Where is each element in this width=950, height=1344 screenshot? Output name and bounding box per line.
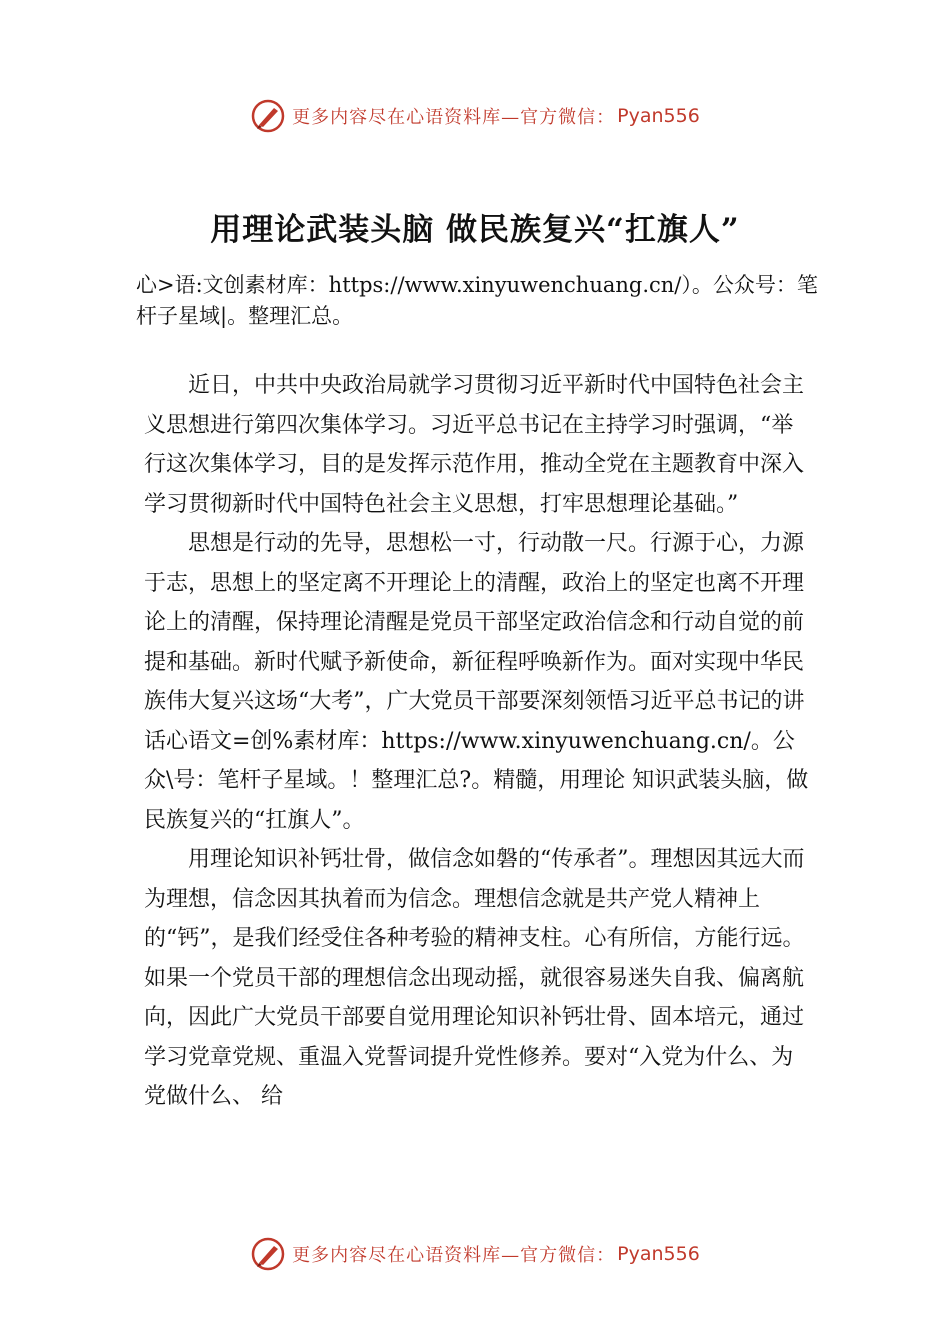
article-body — [144, 366, 812, 1117]
footer-banner — [0, 1232, 950, 1276]
banner-wechat-id: Pyan556 — [617, 1243, 700, 1265]
article-title: 用理论武装头脑 做民族复兴“扛旗人” — [210, 212, 740, 248]
pen-logo-icon — [250, 1236, 286, 1272]
paragraph: 思想是行动的先导，思想松一寸，行动散一尺。行源于心，力源于志，思想上的坚定离不开理论上的清醒，政治上的坚定也离不开理论上的清醒，保持理论清醒是党员干部坚定政治信念和行动自觉的前提和基础。新时代赋予新使命，新征程呼唤新作为。面对实现中华民族伟大复兴这场“大考”，广大党员干部要深刻领悟习近平总书记的讲话心语文=创%素材库：https://www.xinyuwenchuang.cn/。公众\号：笔杆子星域。！整理汇总?。精髓，用理论 知识武装头脑，做民族复兴的“扛旗人”。 — [144, 531, 809, 833]
banner-text: 更多内容尽在心语资料库—官方微信： — [292, 1245, 616, 1266]
pen-logo-icon — [250, 98, 286, 134]
banner-wechat-id: Pyan556 — [617, 105, 700, 127]
paragraph: 近日，中共中央政治局就学习贯彻习近平新时代中国特色社会主义思想进行第四次集体学习。习近平总书记在主持学习时强调，“举行这次集体学习，目的是发挥示范作用，推动全党在主题教育中深入学习贯彻新时代中国特色社会主义思想，打牢思想理论基础。” — [144, 373, 805, 517]
source-note: 心>语:文创素材库：https://www.xinyuwenchuang.cn/）。公众号：笔杆子星域|。整理汇总。 — [136, 273, 818, 328]
banner-text: 更多内容尽在心语资料库—官方微信： — [292, 107, 616, 128]
paragraph: 用理论知识补钙壮骨，做信念如磐的“传承者”。理想因其远大而为理想，信念因其执着而为信念。理想信念就是共产党人精神上的“钙”，是我们经受住各种考验的精神支柱。心有所信，方能行远。如果一个党员干部的理想信念出现动摇，就很容易迷失自我、偏离航向，因此广大党员干部要自觉用理论知识补钙壮骨、固本培元，通过学习党章党规、重温入党誓词提升党性修养。要对“入党为什么、为党做什么、 给 — [144, 847, 805, 1109]
header-banner — [0, 94, 950, 138]
